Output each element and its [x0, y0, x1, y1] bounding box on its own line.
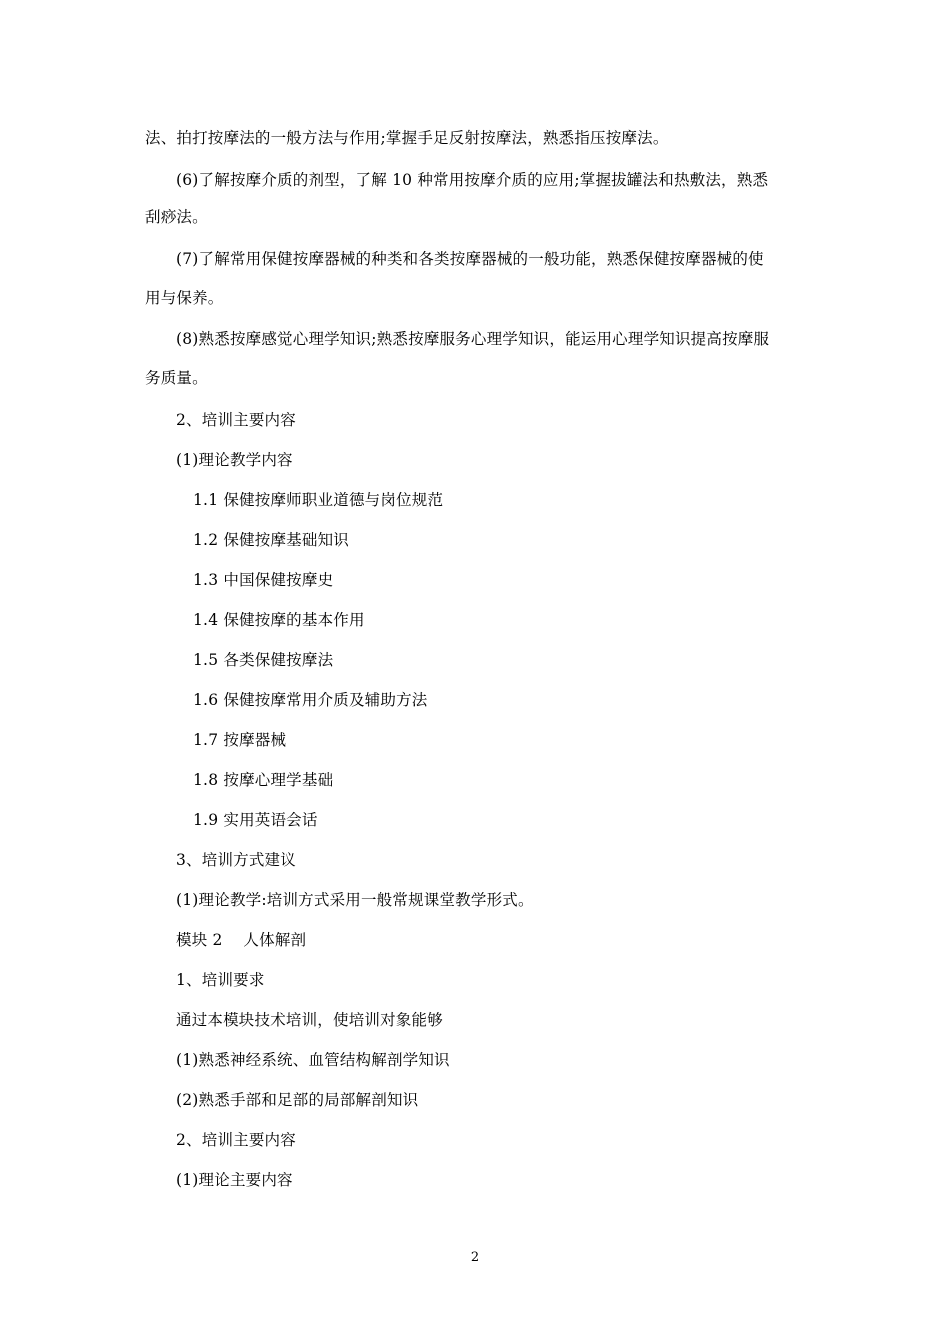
section-heading: 1、培训要求 — [176, 971, 265, 989]
list-item: 1.3 中国保健按摩史 — [193, 571, 334, 589]
list-item: 1.2 保健按摩基础知识 — [193, 531, 349, 549]
list-item: (2)熟悉手部和足部的局部解剖知识 — [176, 1091, 419, 1109]
text-line: 法、拍打按摩法的一般方法与作用;掌握手足反射按摩法，熟悉指压按摩法。 — [145, 129, 669, 147]
text-line: 务质量。 — [145, 369, 208, 387]
section-heading: 2、培训主要内容 — [176, 411, 296, 429]
list-item: (1)熟悉神经系统、血管结构解剖学知识 — [176, 1051, 450, 1069]
list-item: 1.1 保健按摩师职业道德与岗位规范 — [193, 491, 444, 509]
text-line: 用与保养。 — [145, 289, 224, 307]
list-item: 1.4 保健按摩的基本作用 — [193, 611, 365, 629]
text-line: 刮痧法。 — [145, 208, 208, 226]
text-line: (8)熟悉按摩感觉心理学知识;熟悉按摩服务心理学知识，能运用心理学知识提高按摩服 — [176, 330, 770, 348]
subsection-heading: (1)理论教学内容 — [176, 451, 293, 469]
page-number: 2 — [470, 1250, 480, 1265]
list-item: 1.9 实用英语会话 — [193, 811, 318, 829]
list-item: 1.5 各类保健按摩法 — [193, 651, 334, 669]
text-line: (6)了解按摩介质的剂型，了解 10 种常用按摩介质的应用;掌握拔罐法和热敷法，熟悉 — [176, 171, 769, 189]
text-line: (1)理论教学:培训方式采用一般常规课堂教学形式。 — [176, 891, 534, 909]
text-line: (7)了解常用保健按摩器械的种类和各类按摩器械的一般功能，熟悉保健按摩器械的使 — [176, 250, 764, 268]
list-item: 1.6 保健按摩常用介质及辅助方法 — [193, 691, 428, 709]
section-heading: 3、培训方式建议 — [176, 851, 296, 869]
section-heading: 2、培训主要内容 — [176, 1131, 296, 1149]
list-item: 1.8 按摩心理学基础 — [193, 771, 334, 789]
module-heading: 模块 2 人体解剖 — [176, 931, 307, 949]
text-line: 通过本模块技术培训，使培训对象能够 — [176, 1011, 443, 1029]
subsection-heading: (1)理论主要内容 — [176, 1171, 293, 1189]
list-item: 1.7 按摩器械 — [193, 731, 287, 749]
